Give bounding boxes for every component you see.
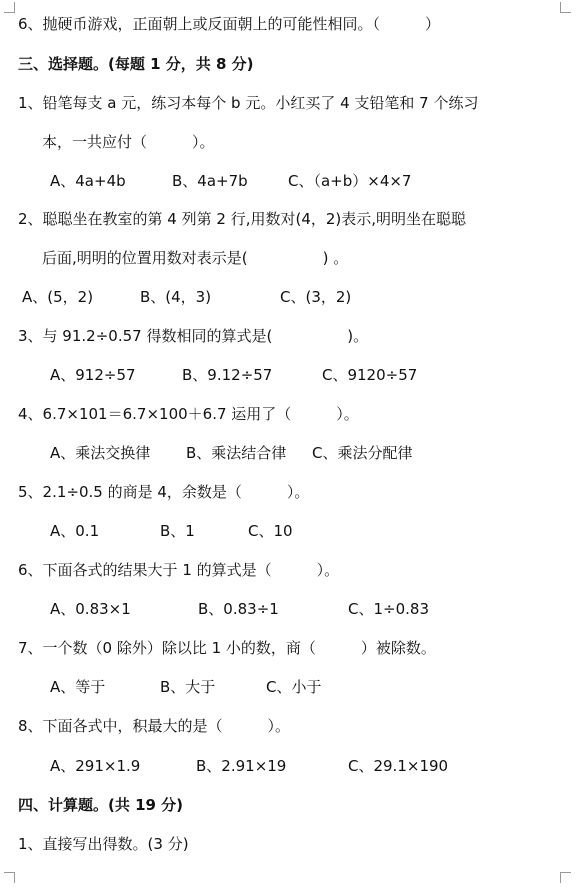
question-7-option-a: A、等于 xyxy=(50,678,106,696)
question-8-option-c: C、29.1×190 xyxy=(348,757,449,775)
question-4: 4、6.7×101＝6.7×100＋6.7 运用了（ ）。 xyxy=(18,405,359,423)
question-5-option-c: C、10 xyxy=(248,522,293,540)
question-8: 8、下面各式中，积最大的是（ ）。 xyxy=(18,717,291,735)
question-6-option-c: C、1÷0.83 xyxy=(348,600,429,618)
question-4-option-a: A、乘法交换律 xyxy=(50,444,151,462)
question-5-option-a: A、0.1 xyxy=(50,522,100,540)
section-heading-calculation: 四、计算题。(共 19 分) xyxy=(18,796,184,814)
question-8-option-b: B、2.91×19 xyxy=(196,757,287,775)
question-1-option-b: B、4a+7b xyxy=(172,172,248,190)
question-2-option-a: A、(5，2) xyxy=(22,288,94,306)
question-4-option-b: B、乘法结合律 xyxy=(186,444,287,462)
question-7: 7、一个数（0 除外）除以比 1 小的数，商（ ）被除数。 xyxy=(18,639,436,657)
corner-mark-top-right xyxy=(560,2,571,13)
question-5: 5、2.1÷0.5 的商是 4，余数是（ ）。 xyxy=(18,483,310,501)
question-2-line-1: 2、聪聪坐在教室的第 4 列第 2 行,用数对(4，2)表示,明明坐在聪聪 xyxy=(18,210,467,228)
question-3-option-a: A、912÷57 xyxy=(50,366,136,384)
question-7-option-c: C、小于 xyxy=(266,678,322,696)
question-2-option-b: B、(4，3) xyxy=(140,288,212,306)
question-2-line-2: 后面,明明的位置用数对表示是( ) 。 xyxy=(42,249,349,267)
question-1-line-2: 本，一共应付（ ）。 xyxy=(42,133,215,151)
question-2-option-c: C、(3，2) xyxy=(280,288,352,306)
corner-mark-bottom-left xyxy=(4,872,15,883)
question-1-option-c: C、（a+b）×4×7 xyxy=(288,172,412,190)
question-8-option-a: A、291×1.9 xyxy=(50,757,141,775)
question-3: 3、与 91.2÷0.57 得数相同的算式是( )。 xyxy=(18,327,369,345)
corner-mark-top-left xyxy=(4,2,15,13)
question-5-option-b: B、1 xyxy=(160,522,195,540)
calculation-question-1: 1、直接写出得数。(3 分) xyxy=(18,835,189,853)
question-1-option-a: A、4a+4b xyxy=(50,172,126,190)
true-false-question-6: 6、抛硬币游戏，正面朝上或反面朝上的可能性相同。（ ） xyxy=(18,15,441,33)
corner-mark-bottom-right xyxy=(560,872,571,883)
question-6-option-b: B、0.83÷1 xyxy=(198,600,279,618)
question-3-option-c: C、9120÷57 xyxy=(322,366,418,384)
section-heading-multiple-choice: 三、选择题。(每题 1 分，共 8 分) xyxy=(18,55,254,73)
question-7-option-b: B、大于 xyxy=(160,678,216,696)
question-6: 6、下面各式的结果大于 1 的算式是（ ）。 xyxy=(18,561,340,579)
question-4-option-c: C、乘法分配律 xyxy=(312,444,413,462)
question-1-line-1: 1、铅笔每支 a 元，练习本每个 b 元。小红买了 4 支铅笔和 7 个练习 xyxy=(18,94,479,112)
question-3-option-b: B、9.12÷57 xyxy=(182,366,273,384)
question-6-option-a: A、0.83×1 xyxy=(50,600,131,618)
